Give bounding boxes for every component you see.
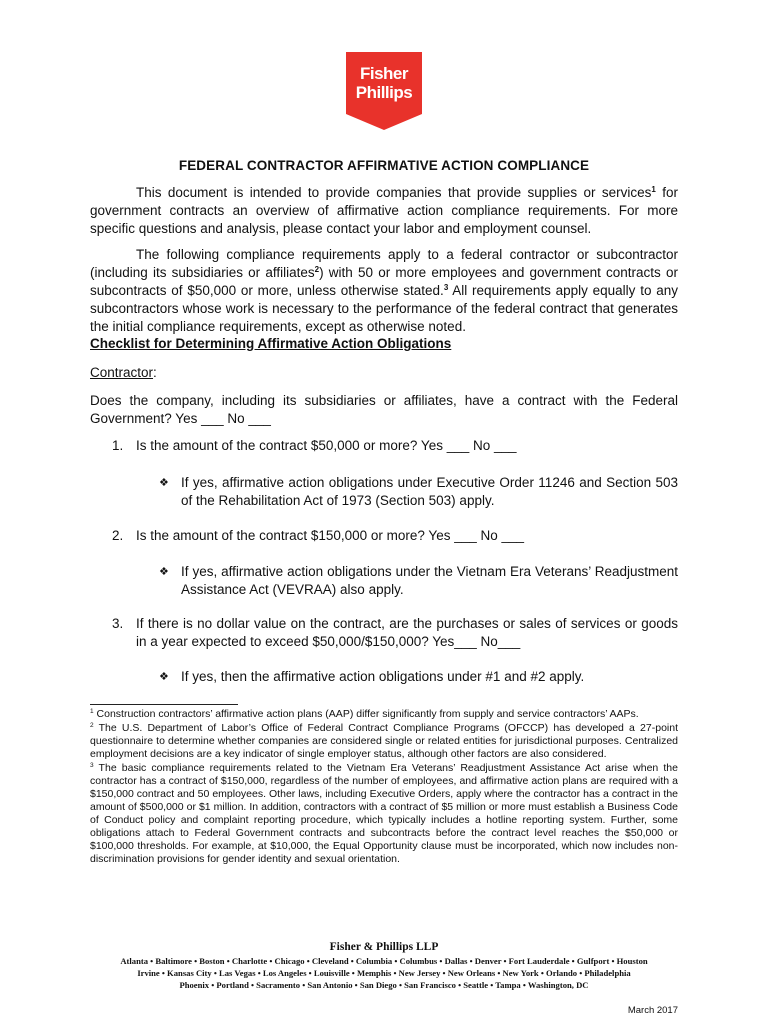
item-number: 2. xyxy=(112,528,124,543)
office-locations-line-1: Atlanta • Baltimore • Boston • Charlotte • Chicago • Cleveland • Columbia • Columbus • Dallas • Denver • Fort Lauderdale • Gulfport • Houston xyxy=(120,956,648,966)
diamond-bullet-icon: ❖ xyxy=(159,477,169,489)
logo-line2: Phillips xyxy=(355,83,413,102)
bullet-text: If yes, affirmative action obligations under the Vietnam Era Veterans’ Readjustment Assistance Act (VEVRAA) also apply. xyxy=(181,564,678,597)
logo-line1: Fisher xyxy=(359,64,409,83)
footnote-divider xyxy=(90,704,238,705)
intro-p2-text-b: ) with 50 or more employees and government contracts or subcontracts of $50,000 or more, unless otherwise stated. xyxy=(90,265,678,298)
footnote-ref-3: 3 xyxy=(443,283,449,292)
footnote-text: The basic compliance requirements related to the Vietnam Era Veterans’ Readjustment Assistance Act arise when the contractor has a contract of $150,000, regardless of the number of employees, and affirmative action plans are required with a $150,000 contract and 50 employees. Other laws, including Executive Orders, apply where the contractor has a contract in the amount of $500,000 or $1 million. In addition, contractors with a contract of $5 million or more must establish a Business Code of Conduct policy and complaint reporting procedure, which typically includes a hotline reporting system. Further, some obligations attach to Federal Government contracts and subcontracts before the contract level reaches the $50,000 or $100,000 thresholds. For example, at $10,000, the Equal Opportunity clause must be incorporated, which now includes non-discrimination provisions for gender identity and sexual orientation. xyxy=(90,762,678,865)
item-text: Is the amount of the contract $150,000 or more? Yes ___ No ___ xyxy=(136,528,525,543)
office-locations xyxy=(60,955,708,991)
footnote-ref-2: 2 xyxy=(314,265,320,274)
item-text: Is the amount of the contract $50,000 or more? Yes ___ No ___ xyxy=(136,438,517,453)
bullet-text: If yes, affirmative action obligations under Executive Order 11246 and Section 503 of the Rehabilitation Act of 1973 (Section 503) apply. xyxy=(181,475,678,508)
footnote-2 xyxy=(90,722,678,761)
intro-p2-text-c: All requirements apply equally to any subcontractors whose work is necessary to the performance of the federal contract that generates the initial compliance requirements, except as otherwise noted. xyxy=(90,283,678,334)
diamond-bullet-icon: ❖ xyxy=(159,671,169,683)
item-number: 1. xyxy=(112,438,124,453)
footnote-text: Construction contractors’ affirmative action plans (AAP) differ significantly from supply and service contractors’ AAPs. xyxy=(93,708,639,720)
contractor-label-text: Contractor xyxy=(90,365,154,380)
intro-p2-text-a: The following compliance requirements apply to a federal contractor or subcontractor (including its subsidiaries or affiliates xyxy=(90,247,678,280)
footnote-number: 3 xyxy=(90,762,94,769)
footnote-1 xyxy=(90,708,678,721)
checklist-heading: Checklist for Determining Affirmative Action Obligations xyxy=(90,336,452,351)
diamond-bullet-icon: ❖ xyxy=(159,566,169,578)
contractor-question: Does the company, including its subsidiaries or affiliates, have a contract with the Federal Government? Yes ___ No ___ xyxy=(90,393,678,426)
intro-paragraph-2 xyxy=(90,246,678,336)
footnote-ref-1: 1 xyxy=(651,185,656,194)
contractor-label-colon: : xyxy=(153,365,157,380)
firm-name: Fisher & Phillips LLP xyxy=(329,941,439,953)
bullet-text: If yes, then the affirmative action obligations under #1 and #2 apply. xyxy=(181,669,585,684)
intro-p1-text-b: for government contracts an overview of affirmative action compliance requirements. For more specific questions and analysis, please contact your labor and employment counsel. xyxy=(90,185,678,236)
office-locations-line-3: Phoenix • Portland • Sacramento • San Antonio • San Diego • San Francisco • Seattle • Tampa • Washington, DC xyxy=(179,980,589,990)
footnote-number: 1 xyxy=(90,708,94,715)
intro-paragraph-1 xyxy=(90,184,678,238)
footnote-text: The U.S. Department of Labor’s Office of Federal Contract Compliance Programs (OFCCP) has developed a 27-point questionnaire to determine whether companies are considered single or related entities for jurisdictional purposes. Centralized employment decisions are a key indicator of single employer status, although other factors are also considered. xyxy=(90,722,678,760)
footnote-number: 2 xyxy=(90,722,94,729)
footnote-3 xyxy=(90,762,678,866)
item-text: If there is no dollar value on the contract, are the purchases or sales of services or goods in a year expected to exceed $50,000/$150,000? Yes___ No___ xyxy=(136,616,678,649)
item-number: 3. xyxy=(112,616,124,631)
contractor-label xyxy=(90,365,157,380)
fisher-phillips-logo xyxy=(346,52,422,130)
document-title: FEDERAL CONTRACTOR AFFIRMATIVE ACTION COMPLIANCE xyxy=(178,158,590,173)
intro-p1-text-a: This document is intended to provide companies that provide supplies or services xyxy=(136,185,652,200)
office-locations-line-2: Irvine • Kansas City • Las Vegas • Los Angeles • Louisville • Memphis • New Jersey • New Orleans • New York • Orlando • Philadelphia xyxy=(137,968,631,978)
document-date: March 2017 xyxy=(627,1005,678,1016)
footnotes xyxy=(90,708,678,867)
